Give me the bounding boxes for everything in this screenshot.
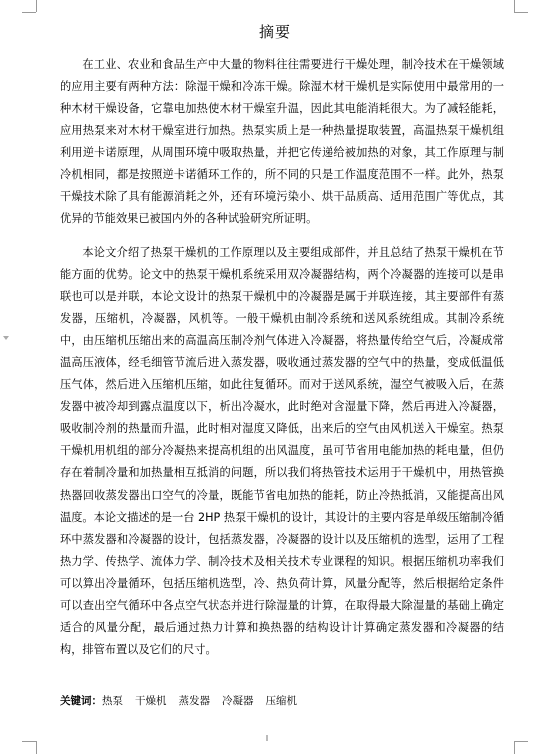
abstract-paragraph-2: 本论文介绍了热泵干燥机的工作原理以及主要组成部件，并且总结了热泵干燥机在节能方面的优势。论文中的热泵干燥机系统采用双冷凝器结构，两个冷凝器的连接可以是串联也可以是并联，本论文设计的热泵干燥机中的冷凝器是属于并联连接，其主要部件有蒸发器，压缩机，冷凝器，风机等。一般干燥机由制冷系统和送风系统组成。其制冷系统中，由压缩机压缩出来的高温高压制冷剂气体进入冷凝器，将热量传给空气后，冷凝成常温高压液体，经毛细管节流后进入蒸发器，吸收通过蒸发器的空气中的热量，变成低温低压气体，然后进入压缩机压缩，如此往复循环。而对于送风系统，湿空气被吸入后，在蒸发器中被冷却到露点温度以下，析出冷凝水，此时绝对含湿量下降，然后再进入冷凝器，吸收制冷剂的热量而升温，此时相对湿度又降低，出来后的空气由风机送入干燥室。热泵干燥机用机组的部分冷凝热来提高机组的出风温度，虽可节省用电能加热的耗电量，但仍存在着制冷量和加热量相互抵消的问题，所以我们将热管技术运用于干燥机中，用热管换热器回收蒸发器出口空气的冷量，既能节省电加热的能耗，防止冷热抵消，又能提高出风温度。本论文描述的是一台 2HP 热泵干燥机的设计，其设计的主要内容是单级压缩制冷循环中蒸发器和冷凝器的设计，包括蒸发器，冷凝器的设计以及压缩机的选型，运用了工程热力学、传热学、流体力学、制冷技术及相关技术专业课程的知识。根据压缩机功率我们可以算出冷量循环，包括压缩机选型，冷、热负荷计算，风量分配等，然后根据给定条件可以查出空气循环中各点空气状态并进行除湿量的计算，在取得最大除湿量的基础上确定适合的风量分配，最后通过热力计算和换热器的结构设计计算确定蒸发器和冷凝器的结构，排管布置以及它们的尺寸。 xyxy=(60,246,504,656)
crop-mark-top-right-vertical xyxy=(514,0,515,12)
crop-mark-bottom-left xyxy=(22,741,36,742)
abstract-paragraph-1: 在工业、农业和食品生产中大量的物料往往需要进行干燥处理，制冷技术在干燥领域的应用主要有两种方法：除湿干燥和冷冻干燥。除湿木材干燥机是实际使用中最常用的一种木材干燥设备，它靠电加热使木材干燥室升温，因此其电能消耗很大。为了减轻能耗，应用热泵来对木材干燥室进行加热。热泵实质上是一种热量提取装置，高温热泵干燥机组利用逆卡诺原理，从周围环境中吸取热量，并把它传递给被加热的对象，其工作原理与制冷机相同，都是按照逆卡诺循环工作的，所不同的只是工作温度范围不一样。此外，热泵干燥技术除了具有能源消耗之外，还有环境污染小、烘干品质高、适用范围广等优点，其优异的节能效果已被国内外的各种试验研究所证明。 xyxy=(60,58,504,226)
keyword-item: 干燥机 xyxy=(135,695,167,707)
keyword-item: 热泵 xyxy=(102,695,123,707)
keyword-item: 冷凝器 xyxy=(222,695,254,707)
crop-mark-top-right xyxy=(514,12,528,13)
crop-mark-bottom-left-vertical xyxy=(36,741,37,754)
keyword-item: 蒸发器 xyxy=(178,695,210,707)
margin-marker-icon xyxy=(3,336,9,340)
crop-mark-top-left xyxy=(22,12,36,13)
keywords-label: 关键词： xyxy=(60,695,102,707)
crop-mark-bottom-right-vertical xyxy=(514,741,515,754)
crop-mark-bottom-right xyxy=(514,741,528,742)
page-footer-mark xyxy=(266,735,268,741)
page-title: 摘要 xyxy=(258,23,291,41)
crop-mark-top-left-vertical xyxy=(36,0,37,12)
keywords-line xyxy=(60,690,504,712)
keyword-item: 压缩机 xyxy=(265,695,297,707)
